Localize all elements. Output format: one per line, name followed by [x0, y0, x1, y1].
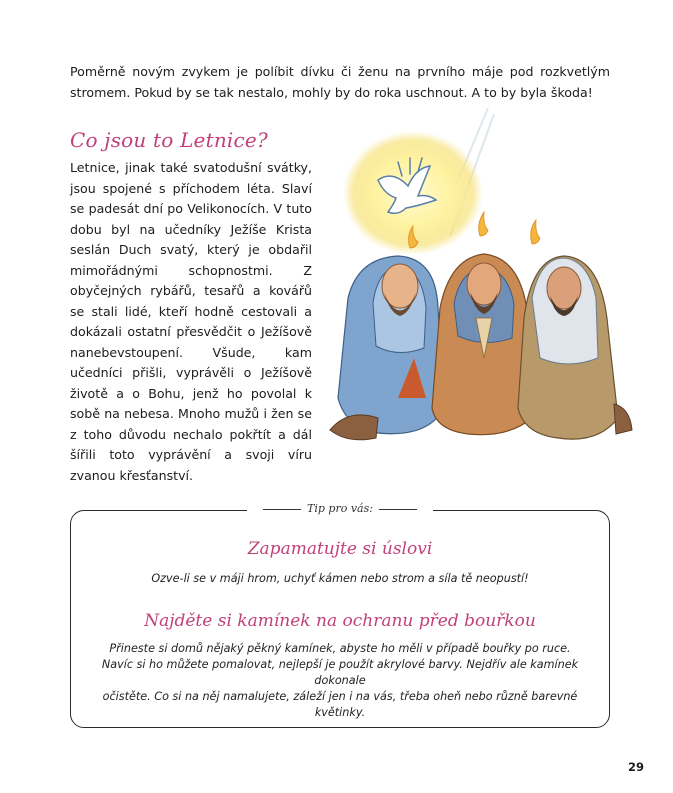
tip-label-text: Tip pro vás:	[307, 502, 373, 515]
stone-text-line: Přineste si domů nějaký pěkný kamínek, abyste ho měli v případě bouřky po ruce.	[109, 642, 571, 655]
apostle-left	[330, 256, 444, 440]
label-rule-left	[263, 509, 301, 510]
stone-title: Najděte si kamínek na ochranu před bouřkou	[144, 611, 536, 631]
pentecost-illustration	[318, 108, 648, 468]
saying-title: Zapamatujte si úslovi	[247, 539, 433, 559]
tip-label	[247, 502, 433, 515]
stone-text	[91, 641, 589, 721]
saying-text: Ozve-li se v máji hrom, uchyť kámen nebo strom a síla tě neopustí!	[151, 572, 529, 585]
intro-paragraph: Poměrně novým zvykem je políbit dívku či ženu na prvního máje pod rozkvetlým stromem. Pokud by se tak nestalo, mohly by do roka uschnout. A to by byla škoda!	[70, 64, 610, 100]
apostle-right	[518, 256, 632, 439]
apostle-middle	[432, 254, 532, 435]
section-body-text: Letnice, jinak také svatodušní svátky, jsou spojené s příchodem léta. Slaví se padesát dní po Velikonocích. V tuto dobu byl na učedníky Ježíše Krista seslán Duch svatý, který je obdařil mimořádnými schopnostmi. Z obyčejných rybářů, tesařů a kovářů se stali lidé, kteří hodně cestovali a dokázali ostatní přesvědčit o Ježíšově nanebevstoupení. Všude, kam učedníci přišli, vyprávěli o Ježíšově životě a o Bohu, jenž ho povolal k sobě na nebesa. Mnoho mužů i žen se z toho důvodu nechalo pokřtít a dál šířili toto vyprávění a svoji víru zvanou křesťanství.	[70, 160, 312, 483]
stone-text-line: Navíc si ho můžete pomalovat, nejlepší je použít akrylové barvy. Nejdřív ale kamínek dokonale	[101, 658, 579, 687]
label-rule-right	[379, 509, 417, 510]
tip-box	[70, 502, 610, 728]
page-number: 29	[628, 760, 645, 774]
section-heading: Co jsou to Letnice?	[70, 128, 268, 152]
stone-text-line: očistěte. Co si na něj namalujete, záleží jen i na vás, třeba oheň nebo různě barevné květinky.	[102, 690, 578, 719]
